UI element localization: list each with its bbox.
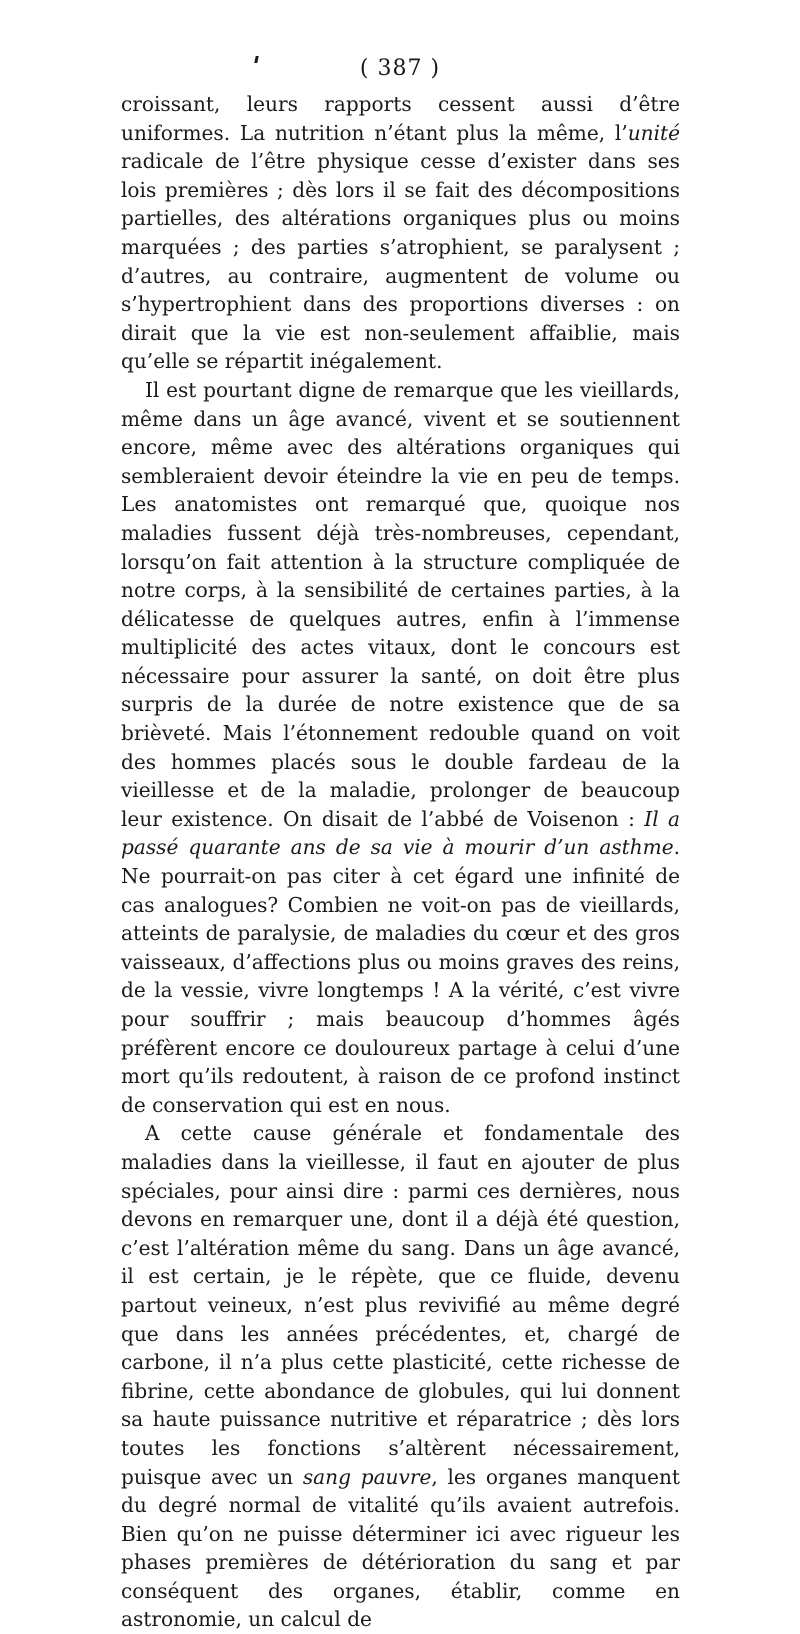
page-number: ( 387 )	[359, 56, 441, 81]
paragraph-2	[121, 376, 680, 1119]
text-segment: , les organes manquent du degré normal de vitalité qu’ils avaient autrefois. Bien qu’on ne puisse déterminer ici avec rigueur les phases premières de détérioration du sang et par conséquent des organes, établir, comme en astronomie, un calcul de	[121, 1464, 680, 1632]
text-segment: radicale de l’être physique cesse d’exister dans ses lois premières ; dès lors il se fait des décompositions partielles, des altérations organiques plus ou moins marquées ; des parties s’atrophient, se paralysent ; d’autres, au contraire, augmentent de volume ou s’hypertrophient dans des proportions diverses : on dirait que la vie est non-seulement affaiblie, mais qu’elle se répartit inégalement.	[121, 149, 680, 374]
body-text	[121, 90, 680, 1634]
text-segment: Il est pourtant digne de remarque que les vieillards, même dans un âge avancé, vivent et se soutiennent encore, même avec des altérations organiques qui sembleraient devoir éteindre la vie en peu de temps. Les anatomistes ont remarqué que, quoique nos maladies fussent déjà très-nombreuses, cependant, lorsqu’on fait attention à la structure compliquée de notre corps, à la sensibilité de certaines parties, à la délicatesse de quelques autres, enfin à l’immense multiplicité des actes vitaux, dont le concours est nécessaire pour assurer la santé, on doit être plus surpris de la durée de notre existence que de sa brièveté. Mais l’étonnement redouble quand on voit des hommes placés sous le double fardeau de la vieillesse et de la maladie, prolonger de beaucoup leur existence. On disait de l’abbé de Voisenon :	[121, 377, 680, 831]
text-segment: A cette cause générale et fondamentale des maladies dans la vieillesse, il faut en ajouter de plus spéciales, pour ainsi dire : parmi ces dernières, nous devons en remarquer une, dont il a déjà été question, c’est l’altération même du sang. Dans un âge avancé, il est certain, je le répète, que ce fluide, devenu partout veineux, n’est plus revivifié au même degré que dans les années précédentes, et, chargé de carbone, il n’a plus cette plasticité, cette richesse de fibrine, cette abondance de globules, qui lui donnent sa haute puissance nutritive et réparatrice ; dès lors toutes les fonctions s’altèrent nécessairement, puisque avec un	[121, 1121, 680, 1489]
paragraph-1	[121, 90, 680, 376]
italic-segment: sang pauvre	[302, 1464, 432, 1489]
italic-segment: Il a passé quarante ans de sa vie à mourir d’un asthme	[121, 806, 681, 860]
text-segment: croissant, leurs rapports cessent aussi d’être uniformes. La nutrition n’étant plus la même, l’	[121, 92, 680, 145]
text-segment: . Ne pourrait-on pas citer à cet égard une infinité de cas analogues? Combien ne voit-on pas de vieillards, atteints de paralysie, de maladies du cœur et des gros vaisseaux, d’affections plus ou moins graves des reins, de la vessie, vivre longtemps ! A la vérité, c’est vivre pour souffrir ; mais beaucoup d’hommes âgés préfèrent encore ce douloureux partage à celui d’une mort qu’ils redoutent, à raison de ce profond instinct de conservation qui est en nous.	[121, 835, 680, 1117]
italic-segment: unité	[627, 120, 680, 145]
paragraph-3	[121, 1119, 680, 1634]
